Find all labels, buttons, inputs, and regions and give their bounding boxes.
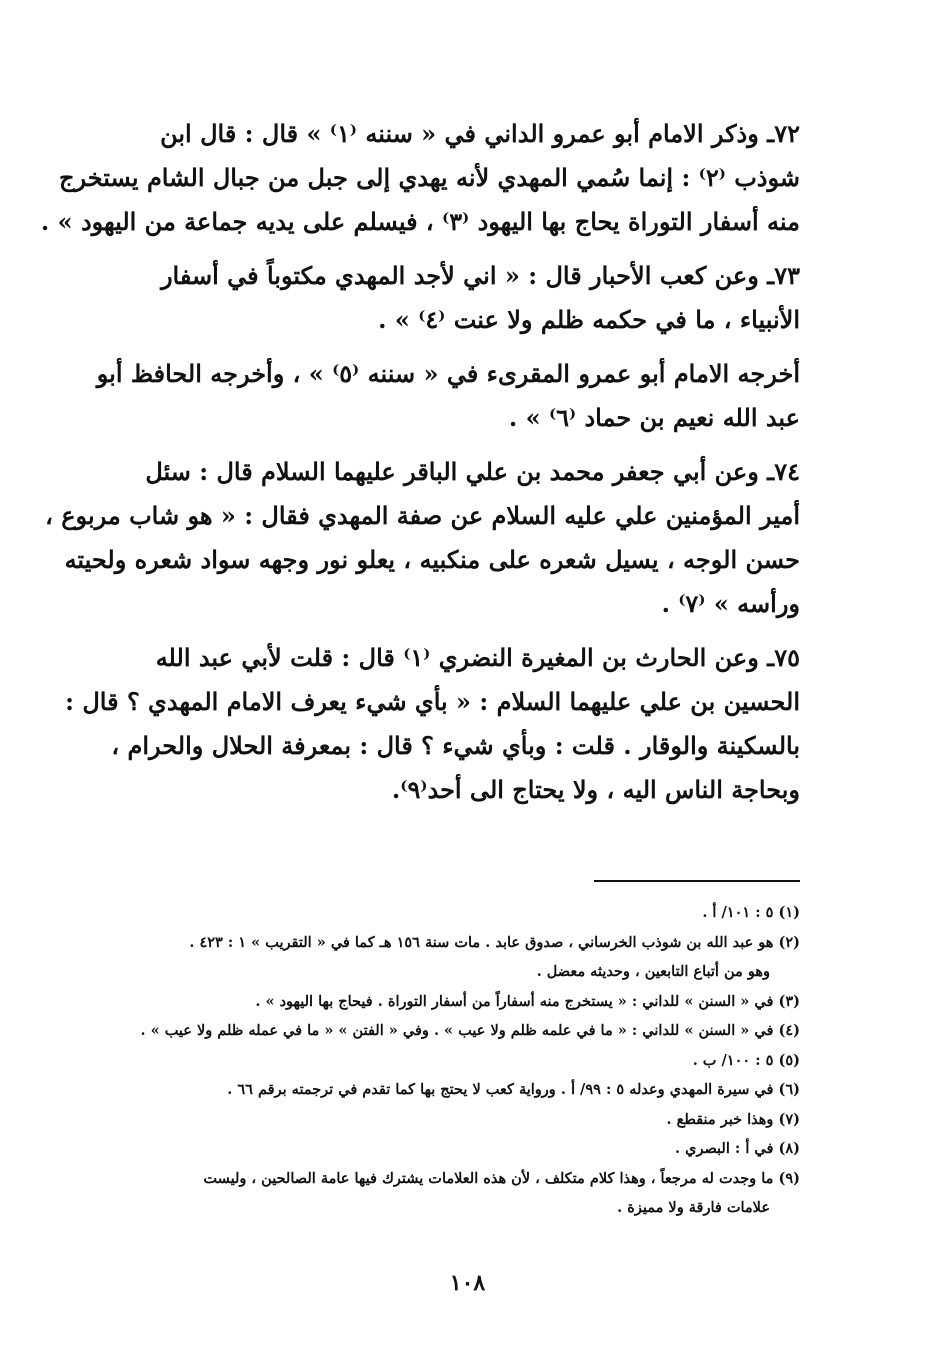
footnote-line: (٦) في سيرة المهدي وعدله ٥ : ٩٩/ أ . ورواية كعب لا يحتج بها كما تقدم في ترجمته برقم ٦٦ . xyxy=(227,1081,800,1098)
text-line: ٧٥ـ وعن الحارث بن المغيرة النضري ⁽١⁾ قال : قلت لأبي عبد الله xyxy=(155,643,800,672)
footnotes xyxy=(110,898,800,1223)
text-line: حسن الوجه ، يسيل شعره على منكبيه ، يعلو نور وجهه سواد شعره ولحيته xyxy=(64,545,800,574)
text-line: شوذب ⁽٢⁾ : إنما سُمي المهدي لأنه يهدي إلى جبل من جبال الشام يستخرج xyxy=(59,163,800,192)
footnote-line: (٥) ٥ : ١٠٠/ ب . xyxy=(692,1051,800,1069)
footnote-line: (٨) في أ : البصري . xyxy=(675,1140,800,1157)
text-line: بالسكينة والوقار . قلت : وبأي شيء ؟ قال : بمعرفة الحلال والحرام ، xyxy=(111,731,800,760)
footnote-5 xyxy=(110,1046,800,1076)
text-line: الأنبياء ، ما في حكمه ظلم ولا عنت ⁽٤⁾ » . xyxy=(378,305,800,334)
footnote-4 xyxy=(110,1016,800,1046)
text-line: الحسين بن علي عليهما السلام : « بأي شيء يعرف الامام المهدي ؟ قال : xyxy=(65,687,800,716)
footnote-line: وهو من أتباع التابعين ، وحديثه معضل . xyxy=(536,963,770,980)
text-line: أمير المؤمنين علي عليه السلام عن صفة المهدي فقال : « هو شاب مربوع ، xyxy=(45,501,800,530)
paragraph-74 xyxy=(45,450,800,626)
paragraph-72 xyxy=(40,112,800,244)
page-number: ١٠٨ xyxy=(449,1270,486,1296)
text-line: عبد الله نعيم بن حماد ⁽٦⁾ » . xyxy=(508,403,800,432)
text-line: أخرجه الامام أبو عمرو المقرىء في « سننه ⁽٥⁾ » ، وأخرجه الحافظ أبو xyxy=(96,359,800,388)
text-line: وبحاجة الناس اليه ، ولا يحتاج الى أحد⁽٩⁾. xyxy=(391,775,800,804)
footnote-2 xyxy=(110,928,800,987)
footnote-line: علامات فارقة ولا مميزة . xyxy=(617,1199,770,1216)
footnote-6 xyxy=(110,1075,800,1105)
main-text xyxy=(40,112,800,822)
footnote-8 xyxy=(110,1134,800,1164)
text-line: ورأسه » ⁽٧⁾ . xyxy=(661,589,800,618)
paragraph-73 xyxy=(110,254,800,342)
paragraph-75 xyxy=(65,636,800,812)
footnote-line: (٤) في « السنن » للداني : « ما في علمه ظلم ولا عيب » . وفي « الفتن » « ما في عمله ظلم ولا عيب » . xyxy=(140,1022,800,1039)
footnote-line: (٢) هو عبد الله بن شوذب الخرساني ، صدوق عابد . مات سنة ١٥٦ هـ كما في « التقريب » ١ : ٤٢٣ . xyxy=(189,933,800,951)
footnote-line: (٩) ما وجدت له مرجعاً ، وهذا كلام متكلف ، لأن هذه العلامات يشترك فيها عامة الصالحين ، وليست xyxy=(203,1169,800,1187)
text-line: منه أسفار التوراة يحاج بها اليهود ⁽٣⁾ ، فيسلم على يديه جماعة من اليهود » . xyxy=(40,207,800,236)
footnote-separator xyxy=(594,880,800,882)
footnote-line: (١) ٥ : ١٠١/ أ . xyxy=(702,904,800,921)
footnote-9 xyxy=(110,1164,800,1223)
footnote-3 xyxy=(110,987,800,1017)
footnote-line: (٣) في « السنن » للداني : « يستخرج منه أسفاراً من أسفار التوراة . فيحاج بها اليهود » . xyxy=(255,992,800,1010)
footnote-line: (٧) وهذا خبر منقطع . xyxy=(666,1110,800,1128)
footnote-7 xyxy=(110,1105,800,1135)
text-line: ٧٤ـ وعن أبي جعفر محمد بن علي الباقر عليهما السلام قال : سئل xyxy=(145,457,800,486)
text-line: ٧٢ـ وذكر الامام أبو عمرو الداني في « سننه ⁽١⁾ » قال : قال ابن xyxy=(160,119,800,148)
text-line: ٧٣ـ وعن كعب الأحبار قال : « اني لأجد المهدي مكتوباً في أسفار xyxy=(160,261,800,290)
paragraph-takhrij xyxy=(96,352,800,440)
footnote-1 xyxy=(110,898,800,928)
